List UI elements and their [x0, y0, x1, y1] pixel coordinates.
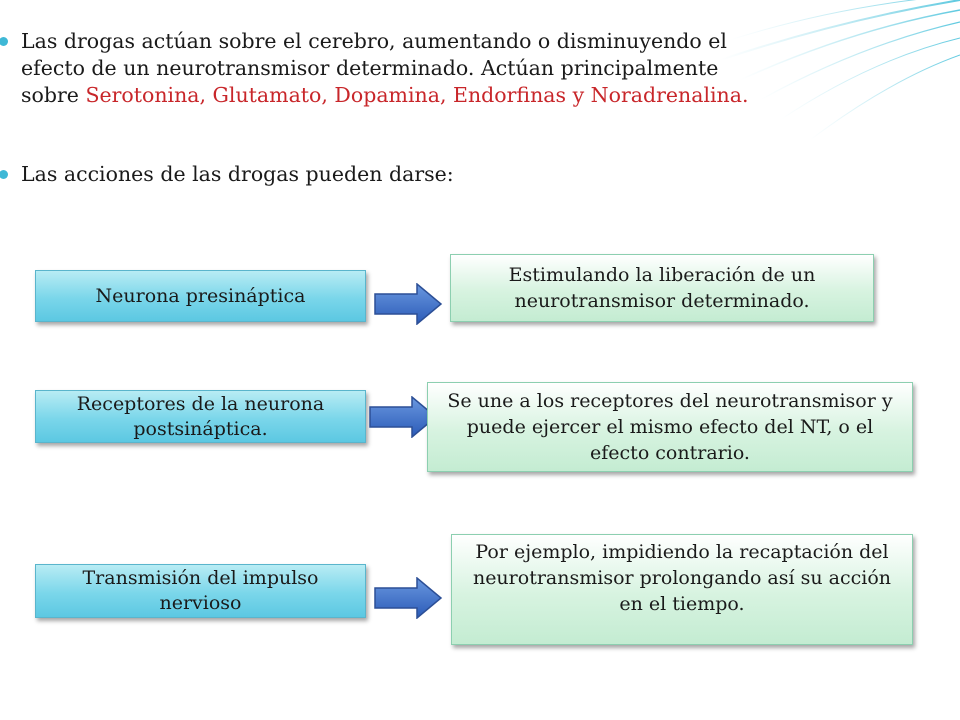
- arrow-right-icon: [373, 577, 443, 619]
- bullet-text: Las acciones de las drogas pueden darse:: [21, 162, 454, 186]
- bullet-line: sobre Serotonina, Glutamato, Dopamina, Endorfinas y Noradrenalina.: [21, 83, 749, 107]
- bullet-line: efecto de un neurotransmisor determinado. Actúan principalmente: [21, 56, 719, 80]
- bullet-line: Las drogas actúan sobre el cerebro, aumentando o disminuyendo el: [21, 29, 727, 53]
- box-postsynaptic-receptors: Receptores de la neurona postsináptica.: [35, 390, 366, 443]
- arrow-right-icon: [373, 283, 443, 325]
- bullet-actions: [0, 161, 454, 188]
- box-presynaptic-neuron: Neurona presináptica: [35, 270, 366, 322]
- box-nerve-impulse: Transmisión del impulso nervioso: [35, 564, 366, 618]
- neurotransmitter-list: Serotonina, Glutamato, Dopamina, Endorfinas y Noradrenalina.: [85, 83, 749, 107]
- box-effect-release: Estimulando la liberación de un neurotransmisor determinado.: [450, 254, 874, 322]
- box-effect-receptors: Se une a los receptores del neurotransmisor y puede ejercer el mismo efecto del NT, o el efecto contrario.: [427, 382, 913, 472]
- corner-decoration: [720, 0, 960, 140]
- bullet-drugs-effect: [0, 28, 749, 109]
- box-effect-reuptake: Por ejemplo, impidiendo la recaptación del neurotransmisor prolongando así su acción en el tiempo.: [451, 534, 913, 645]
